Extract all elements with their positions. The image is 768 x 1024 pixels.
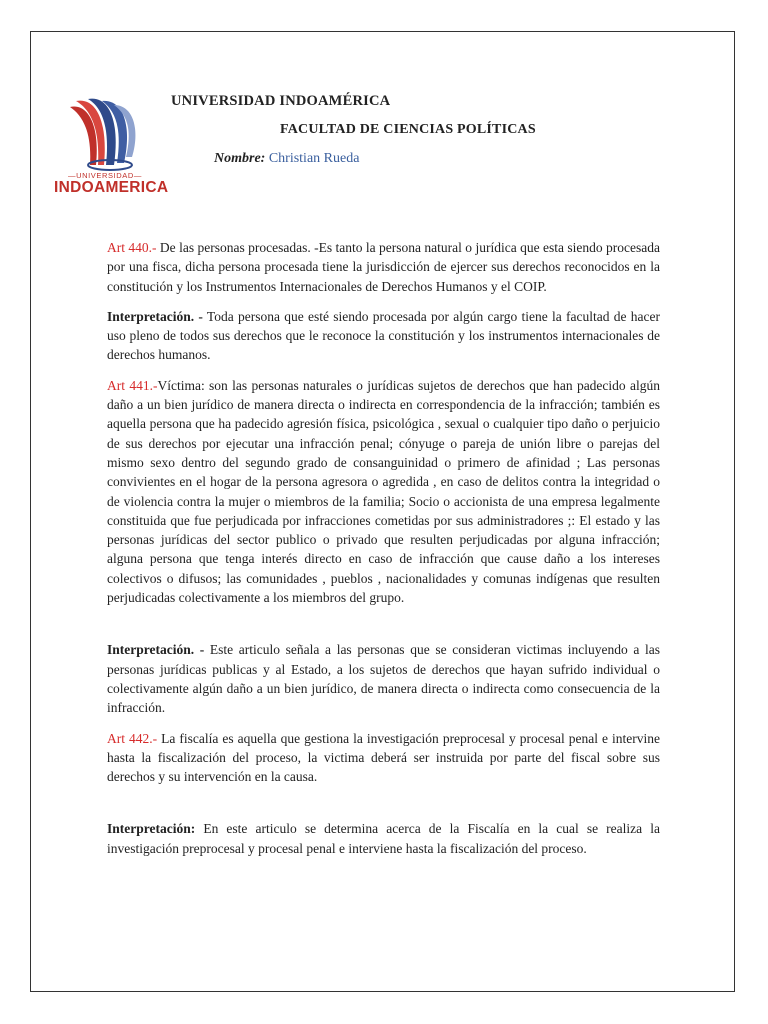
logo-main-text: INDOAMERICA — [54, 179, 169, 196]
logo-emblem-icon — [48, 95, 160, 175]
name-value: Christian Rueda — [268, 151, 360, 166]
article-442-paragraph — [107, 729, 660, 787]
university-title: UNIVERSIDAD INDOAMÉRICA — [171, 93, 391, 109]
interpretation-440-paragraph — [107, 307, 660, 365]
interpretation-442-paragraph — [107, 819, 660, 858]
article-ref: Art 440.- — [107, 240, 157, 255]
article-text: Víctima: son las personas naturales o jurídicas sujetos de derechos que han padecido algún daño a un bien jurídico de manera directa o indirecta en correspondencia de la infracción; también es aquella persona que ha padecido agresión física, psicológica , sexual o cualquier tipo daño o perjuicio de sus derechos por ejecutar una infracción penal; cónyuge o pareja de unión libre o parejas del mismo sexo dentro del segundo grado de consanguinidad o primero de afinidad ; Las personas convivientes en el hogar de la persona agresora o agredida , en caso de delitos contra la integridad o de violencia contra la mujer o miembros de la familia; Socio o accionista de una empresa legalmente constituida que fue perjudicada por infracciones cometidas por sus administradores ;: El estado y las personas jurídicas del sector publico o privado que resulten perjudicadas por alguna infracción; alguna persona que tenga interés directo en caso de infracción que cause daño a los intereses colectivos o difusos; las comunidades , pueblos , nacionalidades y comunas indígenas que resulten perjudicadas colectivamente a los miembros del grupo. — [107, 377, 661, 606]
interpretation-text: Toda persona que esté siendo procesada por algún cargo tiene la facultad de hacer uso pleno de todos sus derechos que le reconoce la constitución y los instrumentos internacionales de derechos humanos. — [107, 308, 660, 363]
article-ref: Art 442.- — [107, 730, 158, 746]
spacer — [107, 797, 660, 819]
article-ref: Art 441.- — [107, 377, 158, 393]
interpretation-text: En este articulo se determina acerca de la Fiscalía en la cual se realiza la investigación preprocesal y procesal penal e interviene hasta la fiscalización del proceso. — [107, 821, 660, 856]
logo-top-text: —UNIVERSIDAD— — [67, 171, 143, 180]
interpretation-label: Interpretación: — [107, 821, 196, 837]
document-body — [107, 238, 660, 869]
interpretation-label: Interpretación. - — [107, 308, 203, 324]
article-441-paragraph — [107, 376, 660, 608]
article-text: De las personas procesadas. -Es tanto la persona natural o jurídica que esta siendo procesada por una fisca, dicha persona procesada tiene la jurisdicción de ejercer sus derechos reconocidos en la constitución y los Instrumentos Internacionales de Derechos Humanos y el COIP. — [107, 240, 660, 294]
interpretation-441-paragraph — [107, 640, 660, 717]
article-440-paragraph — [107, 238, 660, 296]
faculty-title: FACULTAD DE CIENCIAS POLÍTICAS — [280, 122, 536, 137]
name-line — [214, 151, 359, 167]
university-logo — [48, 95, 169, 200]
spacer — [107, 618, 660, 640]
interpretation-label: Interpretación. - — [107, 642, 205, 658]
article-text: La fiscalía es aquella que gestiona la investigación preprocesal y procesal penal e intervine hasta la fiscalización del proceso, la victima deberá ser instruida por parte del fiscal sobre sus derechos y su intervención en la causa. — [107, 730, 660, 785]
interpretation-text: Este articulo señala a las personas que se consideran victimas incluyendo a las personas jurídicas publicas y al Estado, a los sujetos de derechos que hayan sufrido individual o colectivamente algún daño a un bien jurídico, de manera directa o indirecta como consecuencia de la infracción. — [107, 642, 661, 716]
name-label: Nombre: — [214, 151, 266, 166]
